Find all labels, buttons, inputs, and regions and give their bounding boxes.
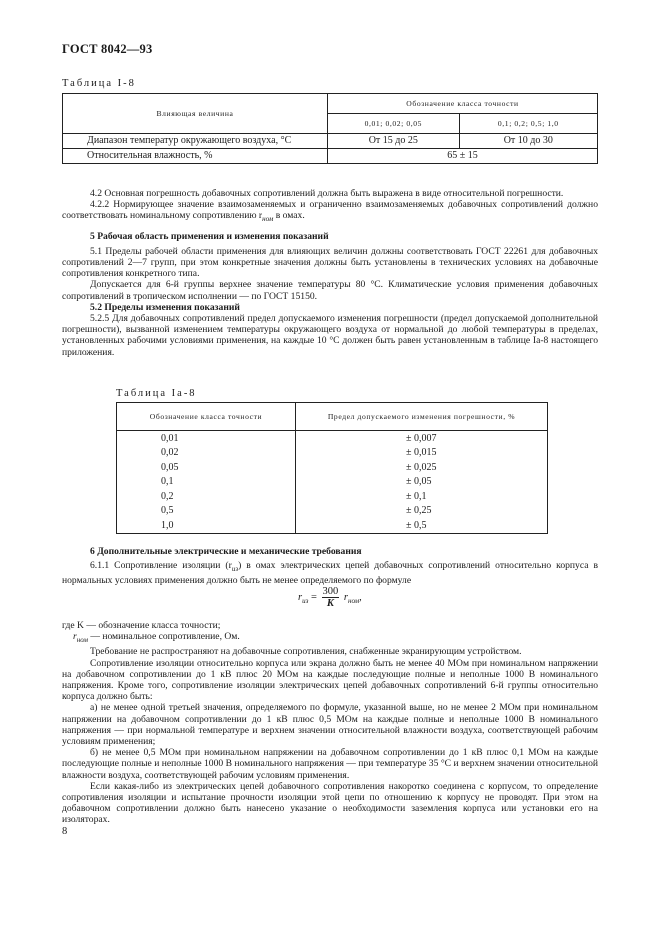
paragraph: б) не менее 0,5 МОм при номинальном напряжении на добавочном сопротивлении до 1 кВ плюс 0,1 МОм на каждые последующие полные и неполные 1000 В номинального напряжения — при температуре 35 °С и верхнем значении относительной влажности воздуха, соответствующей рабочим условиям применения. — [62, 747, 598, 781]
paragraph: 4.2 Основная погрешность добавочных сопротивлений должна быть выражена в виде относительной погрешности. — [90, 188, 564, 199]
table2-header-class: Обозначение класса точности — [117, 403, 296, 431]
table2-cell: 0,02 — [117, 446, 296, 461]
table1-cell: Относительная влажность, % — [63, 149, 328, 164]
paragraph: 5.2.5 Для добавочных сопротивлений предел допускаемого изменения погрешности (предел допускаемой дополнительной погрешности), вызванной изменением температуры окружающего воздуха от нормальной до любой температуры в пределах, установленных рабочими условиями применения, на каждые 10 °С должен быть равен установленным в таблице Iа-8 настоящего приложения. — [62, 312, 598, 358]
section-heading: 6 Дополнительные электрические и механические требования — [90, 546, 362, 557]
insulation-formula: $r_{из}$ = $\frac{300}{K}$ $r_{ном}$, — [298, 586, 362, 609]
section-heading: 5 Рабочая область применения и изменения показаний — [90, 230, 329, 242]
paragraph: 4.2.2 Нормирующее значение взаимозаменяемых и ограниченно взаимозаменяемых добавочных сопротивлений должно соответствовать номинальному сопротивлению $r_{ном}$ в омах. — [62, 199, 598, 224]
table1-cell: 65 ± 15 — [328, 149, 598, 164]
table1-subheader-2: 0,1; 0,2; 0,5; 1,0 — [459, 114, 597, 134]
table2-cell: ± 0,015 — [296, 446, 548, 461]
table2-cell: ± 0,25 — [296, 504, 548, 519]
table-1-8 — [62, 93, 598, 164]
formula-where-1: где K — обозначение класса точности; — [62, 620, 221, 631]
formula-where-2: $r_{ном}$ — номинальное сопротивление, Ом. — [73, 631, 240, 645]
table2-caption: Таблица Iа-8 — [116, 388, 197, 399]
table2-cell: 0,01 — [117, 431, 296, 446]
table2-cell: ± 0,025 — [296, 460, 548, 475]
paragraph: Если какая-либо из электрических цепей добавочного сопротивления накоротко соединена с корпусом, то определение сопротивления изоляции и испытание прочности изоляции этой цепи по отношению к корпусу не проводят. При этом на добавочном сопротивлении должно быть нанесено указание о необходимости заземления корпуса или установки его на изоляторах. — [62, 780, 598, 826]
table2-cell: 0,1 — [117, 475, 296, 490]
table1-cell: От 10 до 30 — [459, 134, 597, 149]
table2-cell: 0,05 — [117, 460, 296, 475]
table2-cell: ± 0,5 — [296, 518, 548, 533]
paragraph: а) не менее одной третьей значения, определяемого по формуле, указанной выше, но не менее 2 МОм при номинальном напряжении на добавочном сопротивлении до 1 кВ плюс 0,5 МОм на каждые полные и неполные 1000 В номинального напряжения — при нормальной температуре и верхнем значении относительной влажности воздуха, соответствующей рабочим условиям применения; — [62, 702, 598, 747]
paragraph: 6.1.1 Сопротивление изоляции $(r_{из})$ в омах электрических цепей добавочных сопротивлений относительно корпуса в нормальных условиях применения должно быть не менее определяемого по формуле — [62, 560, 599, 587]
paragraph: Допускается для 6-й группы верхнее значение температуры 80 °С. Климатические условия применения добавочных сопротивлений в тропическом исполнении — по ГОСТ 15150. — [62, 279, 598, 302]
table1-cell: Диапазон температур окружающего воздуха, °С — [63, 134, 328, 149]
table1-caption: Таблица I-8 — [62, 78, 136, 89]
document-header: ГОСТ 8042—93 — [62, 42, 153, 56]
section-6-body — [62, 620, 598, 826]
paragraph: Сопротивление изоляции относительно корпуса или экрана должно быть не менее 40 МОм при номинальном напряжении на добавочном сопротивлении до 1 кВ плюс 20 МОм на каждые последующие полные и неполные 1000 В номинального напряжения. Кроме того, сопротивление изоляции электрических цепей добавочных сопротивлений 6-й группы относительно корпуса должно быть: — [62, 657, 598, 703]
section-6-heading-block — [62, 546, 598, 587]
section-4 — [62, 188, 598, 358]
table1-header-class: Обозначение класса точности — [328, 94, 598, 114]
page-number: 8 — [62, 826, 68, 837]
table2-cell: ± 0,007 — [296, 431, 548, 446]
table1-header-param: Влияющая величина — [63, 94, 328, 134]
table1-subheader-1: 0,01; 0,02; 0,05 — [328, 114, 460, 134]
table2-cell: ± 0,05 — [296, 475, 548, 490]
section-heading: 5.2 Пределы изменения показаний — [90, 301, 240, 313]
paragraph: 5.1 Пределы рабочей области применения для влияющих величин должны соответствовать ГОСТ 22261 для добавочных сопротивлений 2—7 групп, при этом конкретные значения должны быть установлены в технических условиях на добавочные сопротивления конкретного типа. — [62, 245, 598, 280]
table1-cell: От 15 до 25 — [328, 134, 460, 149]
table2-cell: 1,0 — [117, 518, 296, 533]
table2-cell: ± 0,1 — [296, 489, 548, 504]
table2-cell: 0,2 — [117, 489, 296, 504]
table-1a-8 — [116, 402, 548, 534]
table2-cell: 0,5 — [117, 504, 296, 519]
paragraph: Требование не распространяют на добавочные сопротивления, снабженные экранирующим устройством. — [90, 646, 522, 658]
table2-header-limit: Предел допускаемого изменения погрешности, % — [296, 403, 548, 431]
